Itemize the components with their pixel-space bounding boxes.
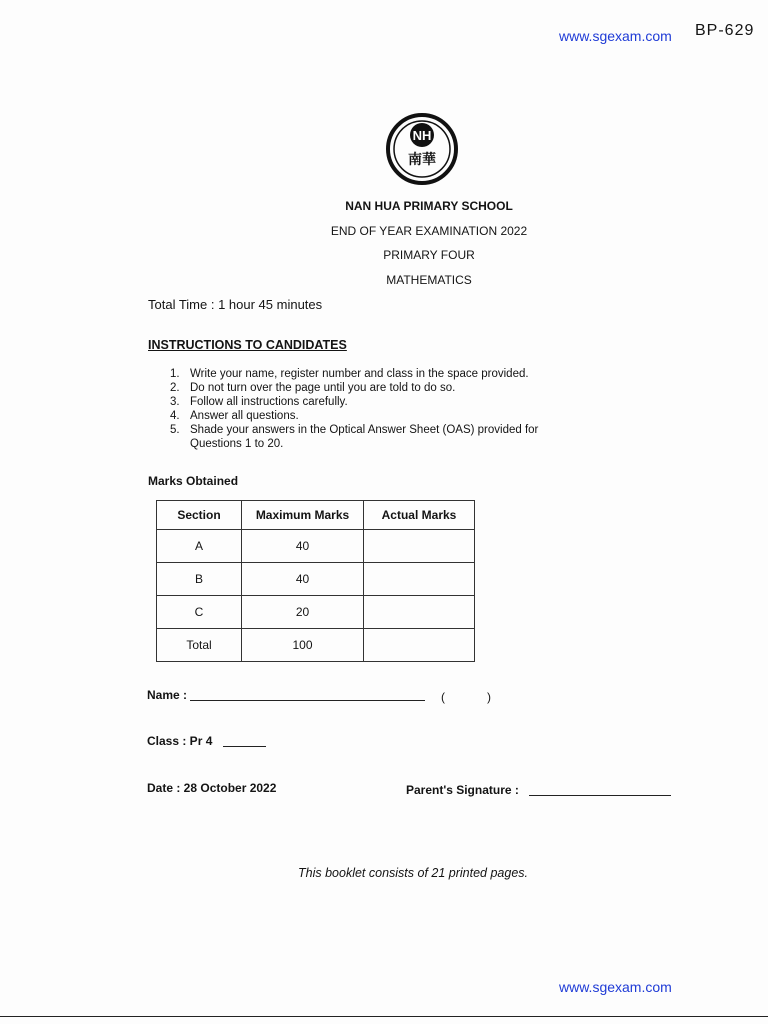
logo-chinese-name: 南華 (408, 152, 436, 168)
parent-signature-label: Parent's Signature : (406, 783, 519, 797)
school-name: NAN HUA PRIMARY SCHOOL (345, 199, 513, 213)
bottom-divider (0, 1016, 768, 1017)
maximum-marks-cell: 40 (242, 530, 364, 563)
logo-initials: NH (412, 128, 432, 143)
page-count-note: This booklet consists of 21 printed pages. (298, 866, 528, 880)
school-logo (385, 112, 459, 186)
register-number-close-paren: ) (487, 690, 491, 704)
actual-marks-cell[interactable] (364, 629, 475, 662)
class-label: Class : Pr 4 (147, 734, 213, 748)
actual-marks-cell[interactable] (364, 563, 475, 596)
instruction-number: 4. (170, 410, 180, 422)
footer-website-link[interactable]: www.sgexam.com (559, 979, 672, 995)
actual-marks-cell[interactable] (364, 530, 475, 563)
maximum-marks-cell: 100 (242, 629, 364, 662)
instruction-item (170, 409, 570, 423)
exam-title: END OF YEAR EXAMINATION 2022 (330, 224, 528, 238)
name-field[interactable] (190, 700, 425, 701)
instruction-text: Do not turn over the page until you are told to do so. (190, 382, 456, 394)
instructions-heading: INSTRUCTIONS TO CANDIDATES (148, 338, 347, 352)
instruction-number: 1. (170, 368, 180, 380)
instructions-list (170, 367, 570, 451)
instruction-number: 2. (170, 382, 180, 394)
column-header-maximum-marks: Maximum Marks (242, 501, 364, 530)
instruction-text: Shade your answers in the Optical Answer Sheet (OAS) provided for Questions 1 to 20. (190, 424, 539, 450)
section-cell: Total (157, 629, 242, 662)
instruction-item (170, 423, 570, 451)
parent-signature-field[interactable] (529, 795, 671, 796)
maximum-marks-cell: 40 (242, 563, 364, 596)
instruction-text: Follow all instructions carefully. (190, 396, 348, 408)
instruction-item (170, 395, 570, 409)
subject-title: MATHEMATICS (386, 273, 472, 287)
total-time: Total Time : 1 hour 45 minutes (148, 297, 323, 312)
column-header-section: Section (157, 501, 242, 530)
maximum-marks-cell: 20 (242, 596, 364, 629)
table-row (157, 530, 475, 563)
instruction-text: Write your name, register number and class in the space provided. (190, 368, 529, 380)
instruction-text: Answer all questions. (190, 410, 299, 422)
instruction-item (170, 367, 570, 381)
section-cell: B (157, 563, 242, 596)
marks-heading: Marks Obtained (148, 474, 239, 488)
column-header-actual-marks: Actual Marks (364, 501, 475, 530)
level-title: PRIMARY FOUR (383, 248, 475, 262)
instruction-number: 3. (170, 396, 180, 408)
marks-table (156, 500, 475, 662)
table-row (157, 596, 475, 629)
table-row (157, 563, 475, 596)
section-cell: C (157, 596, 242, 629)
class-field[interactable] (223, 746, 266, 747)
header-website-link[interactable]: www.sgexam.com (559, 28, 672, 44)
name-label: Name : (147, 688, 188, 702)
table-header-row (157, 501, 475, 530)
section-cell: A (157, 530, 242, 563)
instruction-number: 5. (170, 424, 180, 436)
date-label: Date : 28 October 2022 (147, 781, 277, 795)
actual-marks-cell[interactable] (364, 596, 475, 629)
register-number-open-paren: ( (441, 690, 445, 704)
table-row-total (157, 629, 475, 662)
paper-code: BP-629 (695, 22, 755, 39)
instruction-item (170, 381, 570, 395)
